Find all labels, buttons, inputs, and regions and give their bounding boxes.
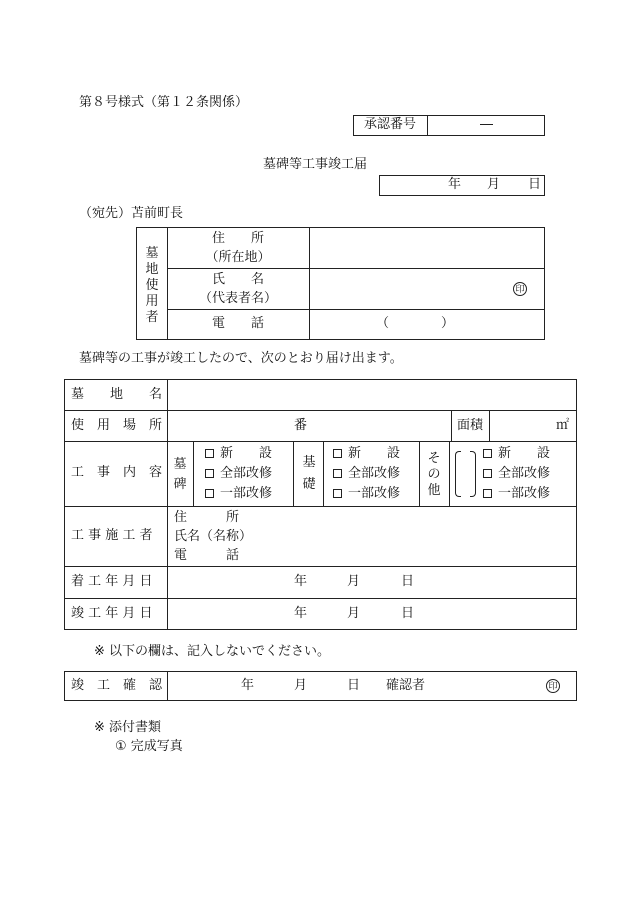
- other-option-full-renovation[interactable]: 全部改修: [483, 466, 550, 482]
- cemetery-name-input[interactable]: [168, 380, 576, 410]
- date-year-label: 年: [448, 177, 462, 192]
- tomb-option-new[interactable]: 新 設: [205, 446, 272, 462]
- date-field[interactable]: [379, 175, 545, 196]
- foundation-option-full-renovation[interactable]: 全部改修: [333, 466, 400, 482]
- start-month-label: 月: [347, 574, 361, 589]
- confirmation-seal-icon: 印: [546, 679, 560, 693]
- contractor-phone-label: 電 話: [174, 548, 240, 563]
- address-input[interactable]: [310, 228, 544, 268]
- location-unit: 番: [294, 418, 308, 433]
- statement: 墓碑等の工事が竣工したので、次のとおり届け出ます。: [79, 351, 403, 366]
- checkbox-icon[interactable]: [483, 469, 492, 478]
- name-label: 氏 名: [211, 272, 264, 287]
- start-date-label: 着 工 年 月 日: [71, 574, 153, 589]
- checkbox-icon[interactable]: [205, 469, 214, 478]
- confirmer-label: 確認者: [386, 678, 426, 693]
- end-date-label: 竣 工 年 月 日: [71, 606, 153, 621]
- start-day-label: 日: [401, 574, 415, 589]
- checkbox-icon[interactable]: [483, 449, 492, 458]
- seal-icon: 印: [513, 282, 527, 296]
- attachments-heading: ※ 添付書類: [94, 720, 162, 735]
- tomb-label: 墓 碑: [173, 457, 187, 492]
- date-day-label: 日: [528, 177, 542, 192]
- checkbox-icon[interactable]: [483, 489, 492, 498]
- other-label: そ の 他: [427, 451, 441, 498]
- confirmation-day-label: 日: [347, 678, 361, 693]
- date-month-label: 月: [487, 177, 501, 192]
- approval-number-label: 承認番号: [363, 117, 416, 132]
- location-input[interactable]: [168, 411, 450, 441]
- confirmation-label: 竣 工 確 認: [71, 678, 163, 693]
- end-month-label: 月: [347, 606, 361, 621]
- contractor-label: 工 事 施 工 者: [71, 528, 153, 543]
- area-input[interactable]: [490, 411, 550, 441]
- address-label: 住 所: [211, 231, 264, 246]
- checkbox-icon[interactable]: [333, 449, 342, 458]
- end-date-input[interactable]: [168, 599, 576, 630]
- other-option-partial-renovation[interactable]: 一部改修: [483, 486, 550, 502]
- cemetery-user-label: 墓 地 使 用 者: [145, 246, 159, 325]
- phone-input[interactable]: （ ）: [376, 316, 455, 331]
- foundation-option-new[interactable]: 新 設: [333, 446, 400, 462]
- name-input[interactable]: [310, 269, 544, 309]
- start-year-label: 年: [294, 574, 308, 589]
- confirmation-year-label: 年: [241, 678, 255, 693]
- other-option-new[interactable]: 新 設: [483, 446, 550, 462]
- contractor-name-label: 氏名（名称）: [174, 529, 253, 544]
- document-title: 墓碑等工事竣工届: [262, 157, 367, 172]
- area-label: 面積: [456, 418, 483, 433]
- approval-number-field[interactable]: ―: [480, 117, 493, 132]
- tomb-option-full-renovation[interactable]: 全部改修: [205, 466, 272, 482]
- work-content-label: 工 事 内 容: [71, 465, 163, 480]
- checkbox-icon[interactable]: [333, 469, 342, 478]
- right-bracket-icon: [470, 451, 476, 497]
- end-day-label: 日: [401, 606, 415, 621]
- foundation-label: 基 礎: [302, 455, 316, 492]
- contractor-address-label: 住 所: [174, 510, 240, 525]
- office-use-note: ※ 以下の欄は、記入しないでください。: [94, 644, 331, 659]
- checkbox-icon[interactable]: [205, 449, 214, 458]
- name-sublabel: （代表者名）: [198, 291, 277, 306]
- start-date-input[interactable]: [168, 567, 576, 598]
- confirmation-month-label: 月: [294, 678, 308, 693]
- contractor-input[interactable]: [270, 507, 576, 566]
- attachment-item: ① 完成写真: [115, 739, 183, 754]
- left-bracket-icon: [455, 451, 461, 497]
- address-sublabel: （所在地）: [205, 250, 271, 265]
- location-label: 使 用 場 所: [71, 418, 163, 433]
- area-unit: ㎡: [556, 418, 570, 433]
- end-year-label: 年: [294, 606, 308, 621]
- phone-label: 電 話: [211, 316, 264, 331]
- checkbox-icon[interactable]: [205, 489, 214, 498]
- checkbox-icon[interactable]: [333, 489, 342, 498]
- addressee: （宛先）苫前町長: [79, 206, 184, 221]
- form-number: 第８号様式（第１２条関係）: [79, 95, 249, 110]
- foundation-option-partial-renovation[interactable]: 一部改修: [333, 486, 400, 502]
- tomb-option-partial-renovation[interactable]: 一部改修: [205, 486, 272, 502]
- cemetery-name-label: 墓 地 名: [71, 387, 163, 402]
